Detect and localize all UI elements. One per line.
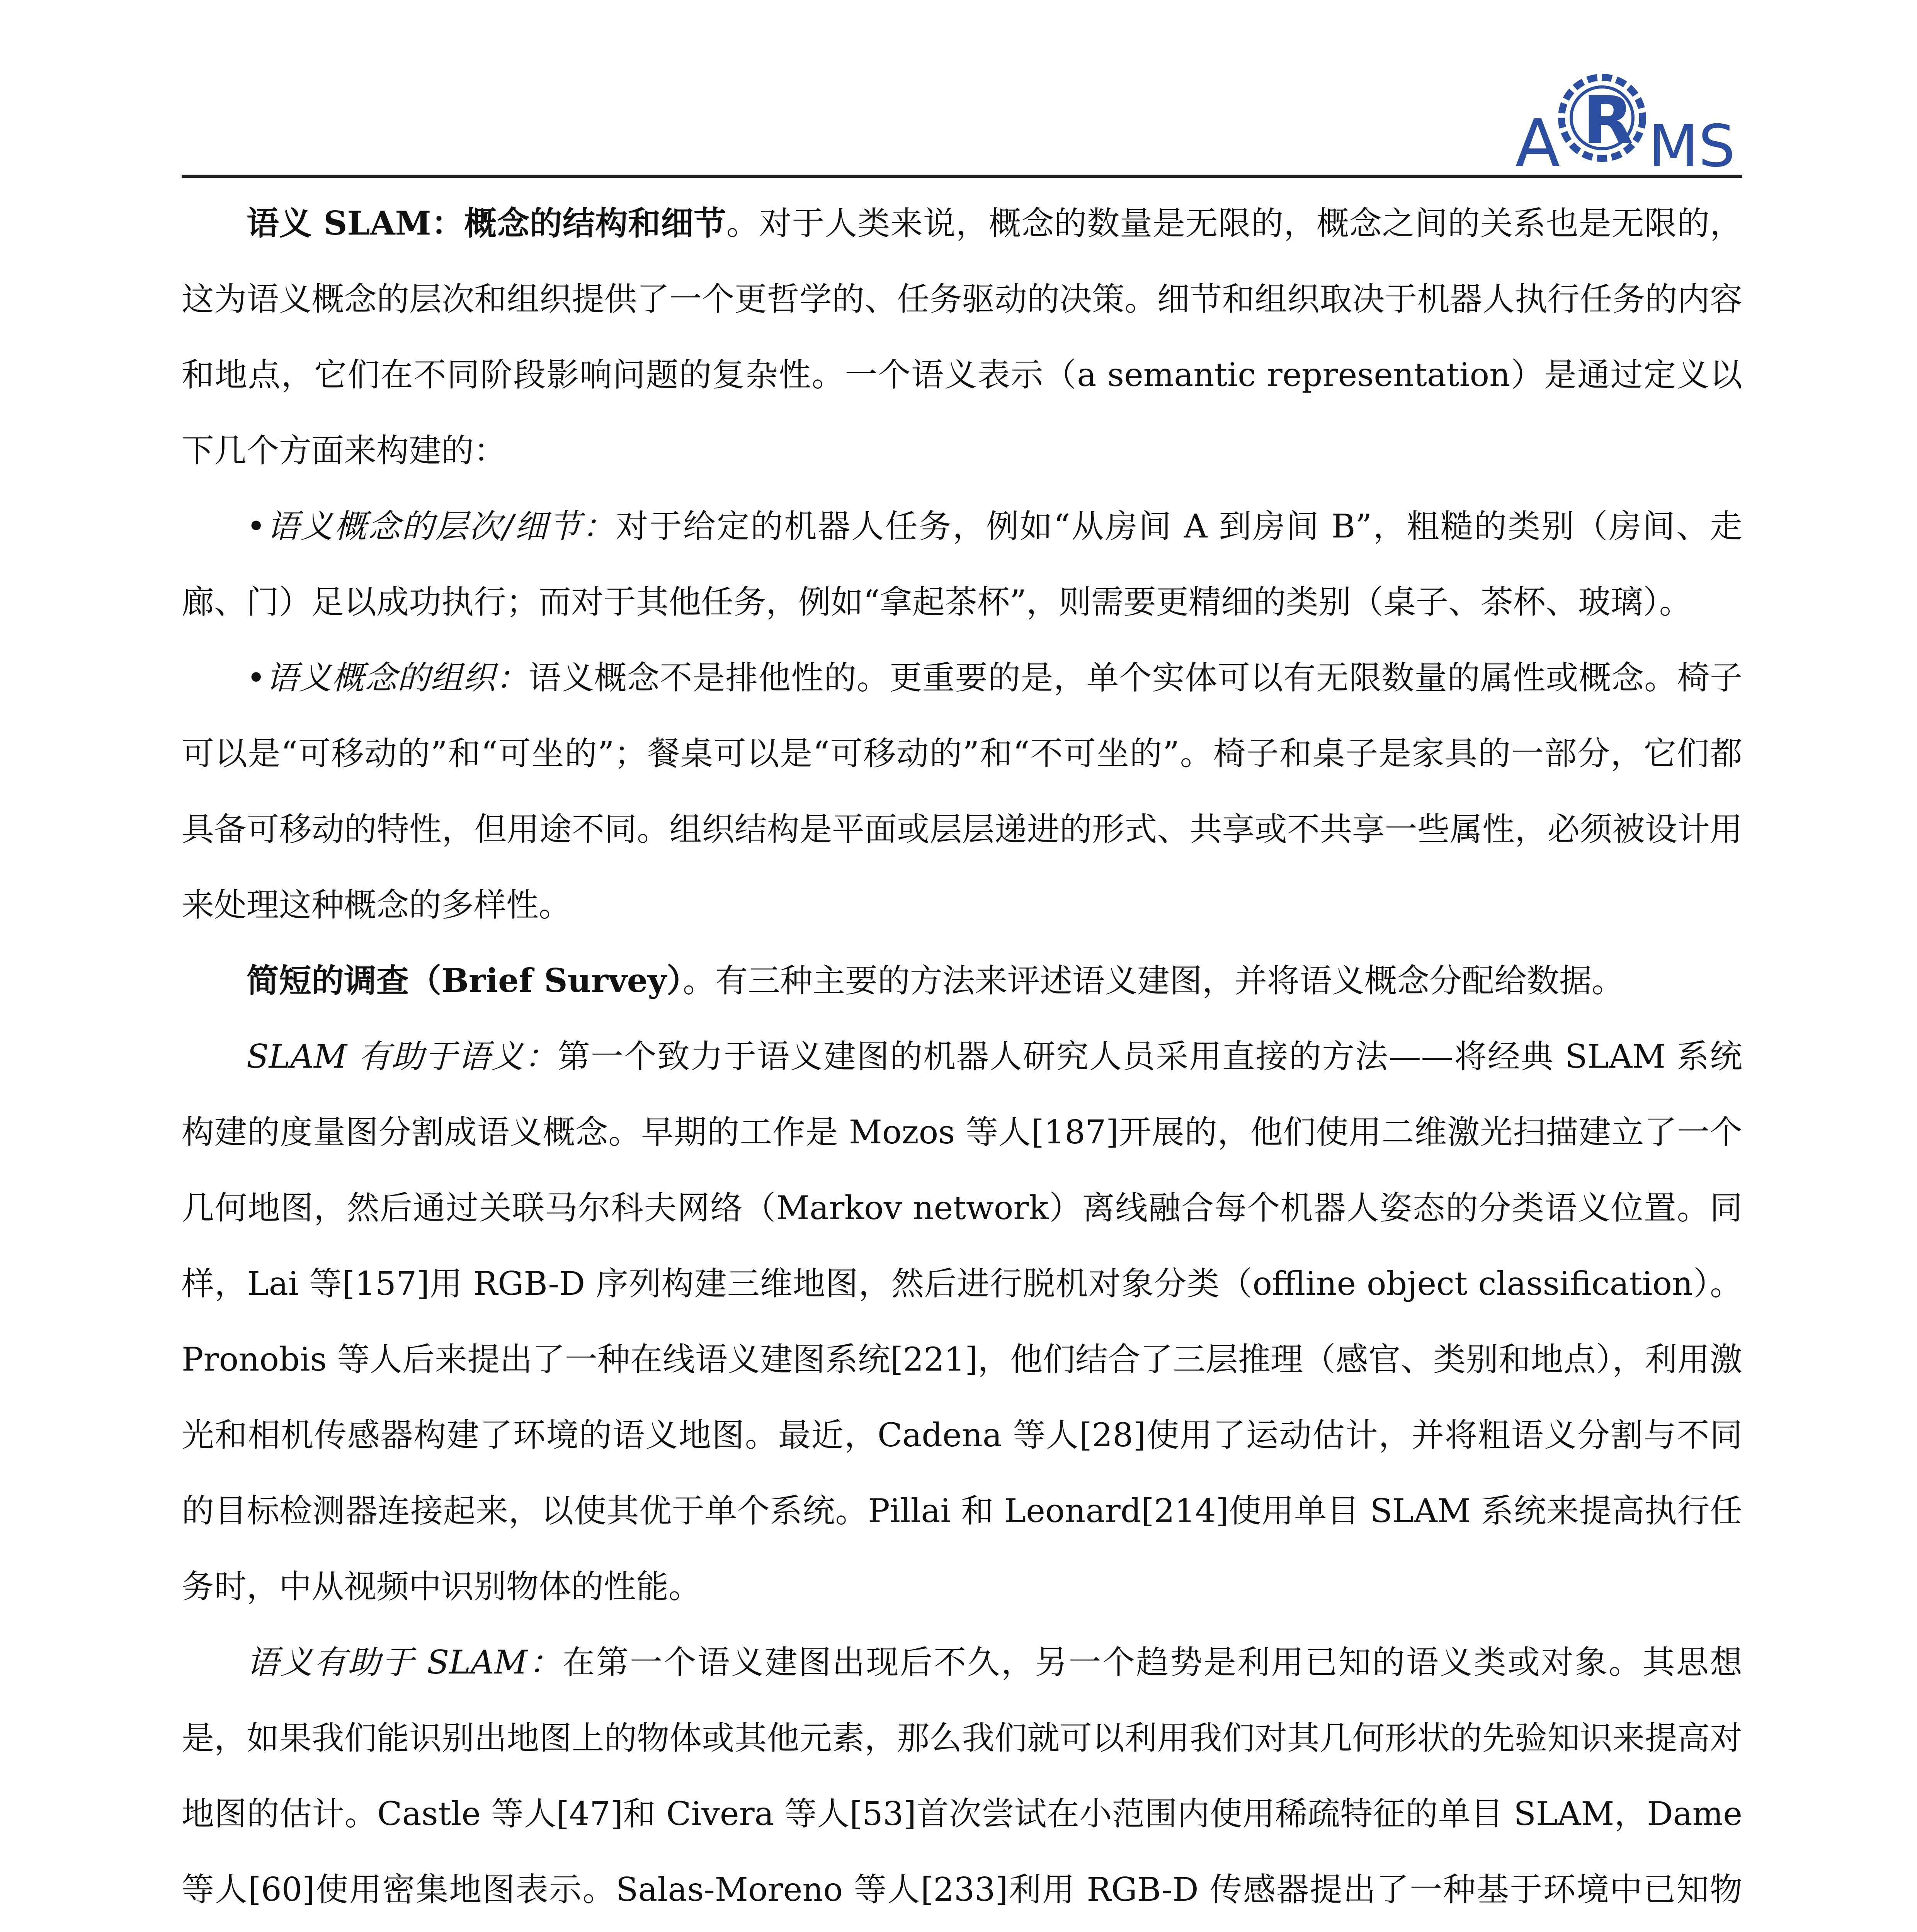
- paragraph-text: 。对于人类来说，概念的数量是无限的，概念之间的关系也是无限的，这为语义概念的层次和组织提供了一个更哲学的、任务驱动的决策。细节和组织取决于机器人执行任务的内容和地点，它们在不同阶段影响问题的复杂性。一个语义表示（a semantic representation）是通过定义以下几个方面来构建的：: [182, 204, 1742, 469]
- paragraph-semantic-slam: [182, 185, 1742, 488]
- bullet-concept-organization: [182, 640, 1742, 943]
- paragraph-heading: 简短的调查（Brief Survey）: [247, 961, 683, 1000]
- logo-letter-a: A: [1515, 105, 1560, 174]
- bullet-concept-hierarchy: [182, 488, 1742, 640]
- paragraph-text: 在第一个语义建图出现后不久，另一个趋势是利用已知的语义类或对象。其思想是，如果我们能识别出地图上的物体或其他元素，那么我们就可以利用我们对其几何形状的先验知识来提高对地图的估计。Castle 等人[47]和 Civera 等人[53]首次尝试在小范围内使用稀疏特征的单目 SLAM，Dame 等人[60]使用密集地图表示。Salas-Moreno 等人[233]利用 RGB-D 传感器提出了一种基于环境中已知物: [182, 1643, 1742, 1908]
- logo-letters-ms: MS: [1648, 113, 1735, 174]
- paragraph-heading: 语义有助于 SLAM：: [247, 1643, 563, 1681]
- header-divider: [182, 175, 1742, 178]
- logo-letter-r: R: [1583, 82, 1633, 159]
- bullet-text: 语义概念不是排他性的。更重要的是，单个实体可以有无限数量的属性或概念。椅子可以是“可移动的”和“可坐的”；餐桌可以是“可移动的”和“不可坐的”。椅子和桌子是家具的一部分，它们都具备可移动的特性，但用途不同。组织结构是平面或层层递进的形式、共享或不共享一些属性，必须被设计用来处理这种概念的多样性。: [182, 659, 1742, 924]
- paragraph-slam-helps-semantics: [182, 1019, 1742, 1624]
- paragraph-semantics-helps-slam: [182, 1624, 1742, 1932]
- page-body: [182, 185, 1742, 1932]
- bullet-text: 对于给定的机器人任务，例如“从房间 A 到房间 B”，粗糙的类别（房间、走廊、门）足以成功执行；而对于其他任务，例如“拿起茶杯”，则需要更精细的类别（桌子、茶杯、玻璃）。: [182, 507, 1742, 621]
- bullet-heading: 语义概念的层次/细节：: [265, 507, 616, 545]
- bullet-marker: •: [247, 659, 266, 697]
- paragraph-heading: 语义 SLAM：概念的结构和细节: [247, 204, 726, 242]
- paragraph-text: 。有三种主要的方法来评述语义建图，并将语义概念分配给数据。: [683, 962, 1624, 1000]
- bullet-heading: 语义概念的组织：: [265, 659, 529, 697]
- paragraph-brief-survey: [182, 943, 1742, 1019]
- bullet-marker: •: [247, 507, 266, 545]
- paragraph-heading: SLAM 有助于语义：: [247, 1037, 558, 1075]
- arms-logo: [1511, 50, 1751, 174]
- paragraph-text: 第一个致力于语义建图的机器人研究人员采用直接的方法——将经典 SLAM 系统构建的度量图分割成语义概念。早期的工作是 Mozos 等人[187]开展的，他们使用二维激光扫描建立了一个几何地图，然后通过关联马尔科夫网络（Markov network）离线融合每个机器人姿态的分类语义位置。同样，Lai 等[157]用 RGB-D 序列构建三维地图，然后进行脱机对象分类（offline object classification）。Pronobis 等人后来提出了一种在线语义建图系统[221]，他们结合了三层推理（感官、类别和地点），利用激光和相机传感器构建了环境的语义地图。最近，Cadena 等人[28]使用了运动估计，并将粗语义分割与不同的目标检测器连接起来，以使其优于单个系统。Pillai 和 Leonard[214]使用单目 SLAM 系统来提高执行任务时，中从视频中识别物体的性能。: [182, 1037, 1743, 1605]
